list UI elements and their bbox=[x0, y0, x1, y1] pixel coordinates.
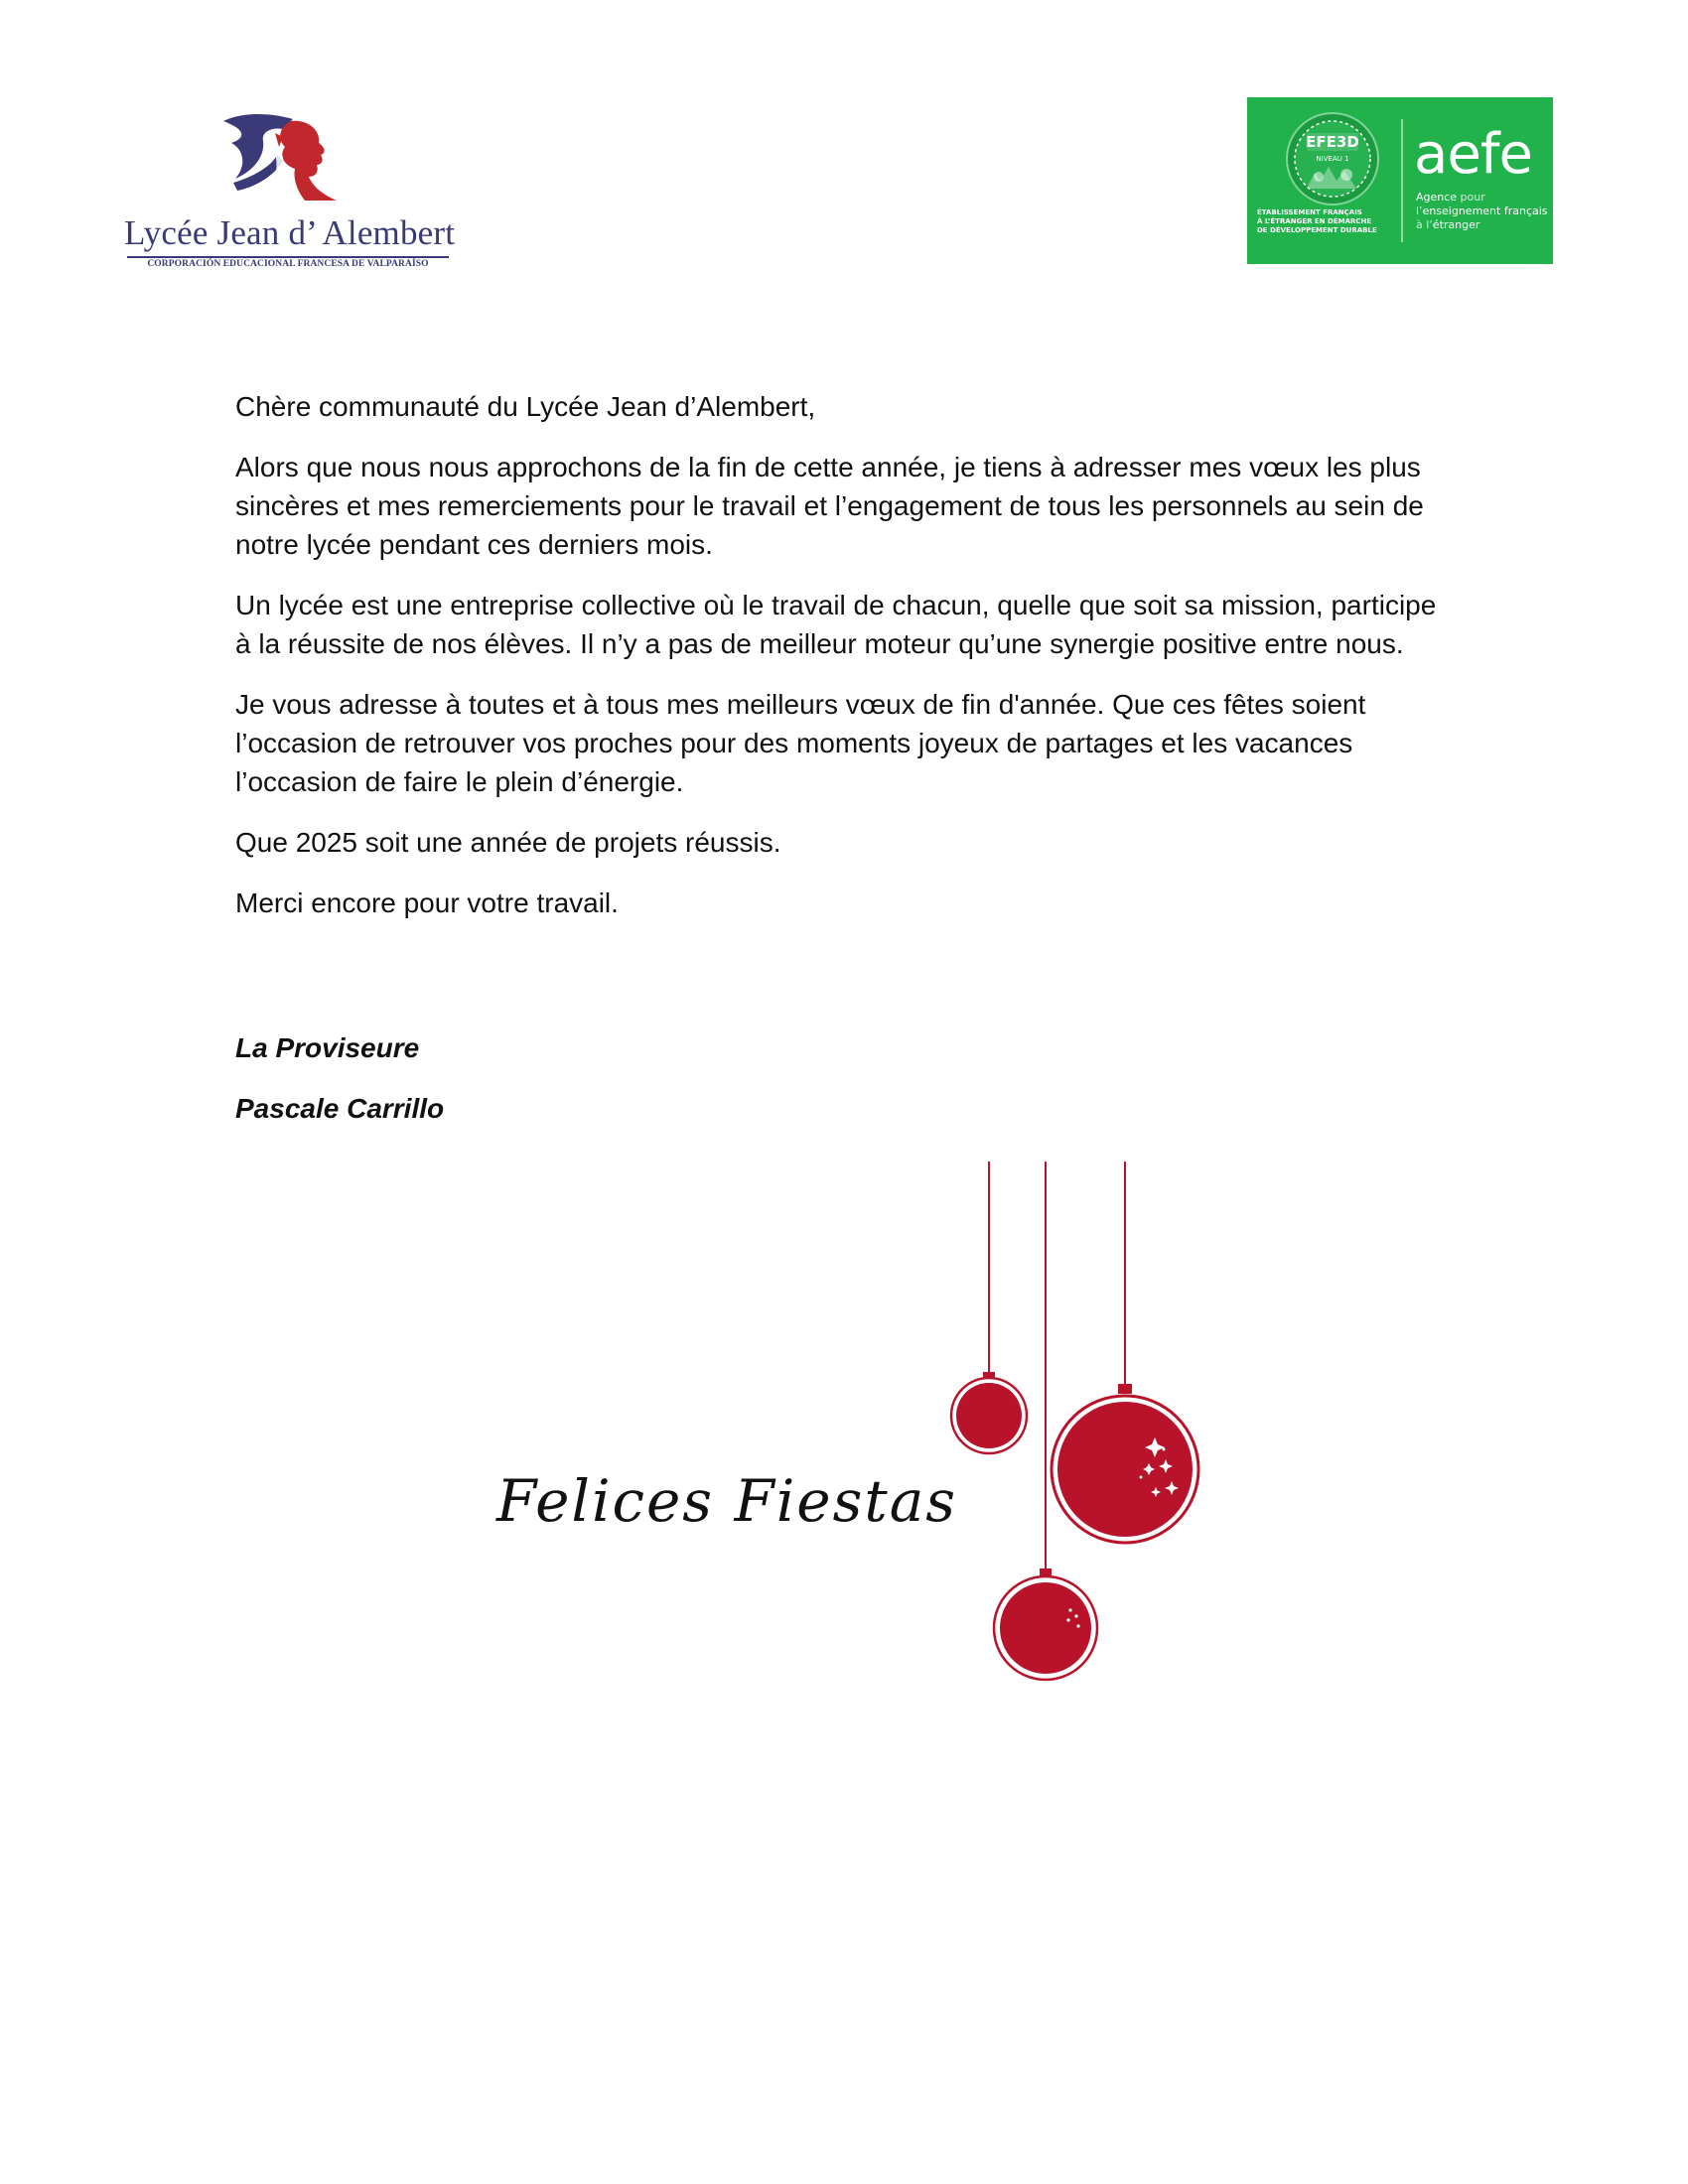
logo-divider bbox=[1401, 119, 1403, 242]
aefe-tag-part: Agence bbox=[1416, 191, 1458, 204]
signature-name: Pascale Carrillo bbox=[235, 1093, 445, 1124]
aefe-wordmark: aefe bbox=[1414, 122, 1532, 187]
ornament-large-right-icon bbox=[1052, 1161, 1198, 1543]
school-logo bbox=[124, 109, 456, 269]
efe3d-caption-line: ÉTABLISSEMENT FRANÇAIS bbox=[1257, 208, 1362, 216]
school-subtitle: CORPORACIÓN EDUCACIONAL FRANCESA DE VALPARAÍSO bbox=[147, 259, 429, 269]
greeting-text: Felices Fiestas bbox=[496, 1467, 958, 1535]
aefe-tag-part: l’ bbox=[1416, 205, 1423, 217]
aefe-tagline bbox=[1416, 191, 1551, 232]
letter-paragraph: Que 2025 soit une année de projets réussis. bbox=[235, 827, 781, 858]
letter-body bbox=[235, 387, 1457, 944]
aefe-tag-part: enseignement français bbox=[1422, 205, 1548, 217]
school-name-underline bbox=[127, 256, 449, 258]
school-name: Lycée Jean d’ Alembert bbox=[124, 213, 456, 252]
profile-emblem-icon bbox=[213, 109, 362, 208]
aefe-tag-part: pour bbox=[1457, 191, 1485, 204]
aefe-tag-part: étranger bbox=[1432, 218, 1480, 231]
efe3d-level: NIVEAU 1 bbox=[1316, 155, 1349, 163]
signature-title: La Proviseure bbox=[235, 1032, 420, 1063]
letter-paragraph: Alors que nous nous approchons de la fin de cette année, je tiens à adresser mes vœux les plus sincères et mes remerciements pour le travail et l’engagement de tous les personnels au sein de notre lycée pendant ces derniers mois. bbox=[235, 452, 1424, 560]
efe3d-badge-icon bbox=[1285, 111, 1380, 206]
letter-paragraph: Je vous adresse à toutes et à tous mes meilleurs vœux de fin d'année. Que ces fêtes soient l’occasion de retrouver vos proches pour des moments joyeux de partages et les vacances l’occasion de faire le plein d’énergie. bbox=[235, 689, 1366, 797]
christmas-ornaments-illustration bbox=[943, 1161, 1221, 1717]
aefe-tag-part: à l’ bbox=[1416, 218, 1433, 231]
ornament-small-left-icon bbox=[951, 1161, 1027, 1453]
efe3d-badge-text: EFE3D bbox=[1306, 133, 1359, 151]
signature-block bbox=[235, 1028, 444, 1150]
letter-salutation: Chère communauté du Lycée Jean d’Alembert, bbox=[235, 391, 816, 422]
efe3d-caption-line: DE DÉVELOPPEMENT DURABLE bbox=[1257, 226, 1377, 234]
aefe-efe3d-logo bbox=[1247, 97, 1553, 264]
letter-paragraph: Un lycée est une entreprise collective où le travail de chacun, quelle que soit sa mission, participe à la réussite de nos élèves. Il n’y a pas de meilleur moteur qu’une synergie positive entre nous. bbox=[235, 590, 1437, 659]
letter-paragraph: Merci encore pour votre travail. bbox=[235, 887, 619, 918]
efe3d-caption-line: À L’ÉTRANGER EN DÉMARCHE bbox=[1257, 217, 1372, 225]
